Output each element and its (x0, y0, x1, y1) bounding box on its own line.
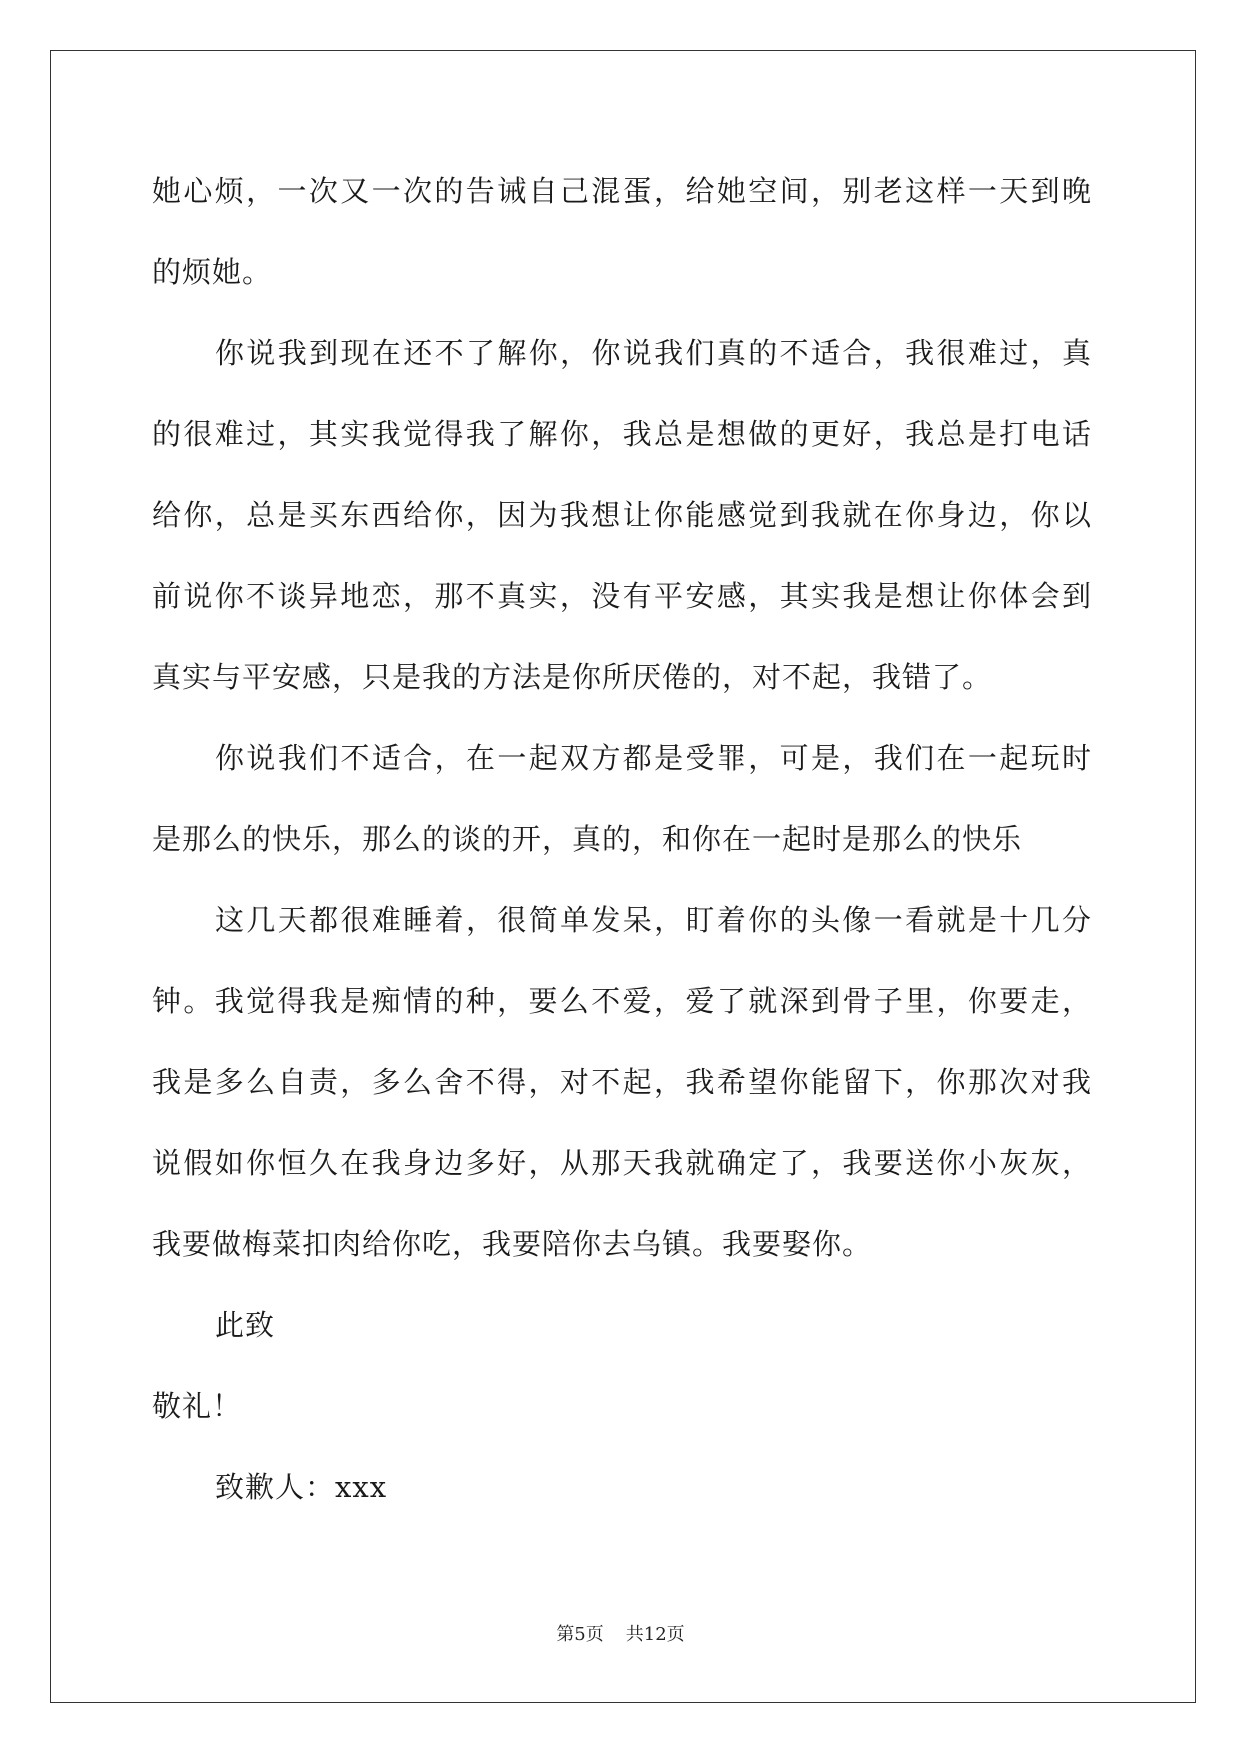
text-line: 我是多么自责，多么舍不得，对不起，我希望你能留下，你那次对我 (152, 1065, 1092, 1099)
paragraph-start-line: 你说我们不适合，在一起双方都是受罪，可是，我们在一起玩时 (215, 741, 1092, 775)
page-footer (0, 1620, 1241, 1646)
page-total: 共12页 (625, 1624, 685, 1645)
text-line: 她心烦，一次又一次的告诫自己混蛋，给她空间，别老这样一天到晚 (152, 174, 1092, 208)
page-number: 第5页 (556, 1624, 604, 1645)
text-line: 我要做梅菜扣肉给你吃，我要陪你去乌镇。我要娶你。 (152, 1227, 873, 1261)
text-line: 是那么的快乐，那么的谈的开，真的，和你在一起时是那么的快乐 (152, 822, 1023, 856)
closing-salutation: 此致 (215, 1308, 276, 1342)
paragraph-start-line: 这几天都很难睡着，很简单发呆，盯着你的头像一看就是十几分 (215, 903, 1092, 937)
letter-body (152, 162, 1092, 1539)
text-line: 的很难过，其实我觉得我了解你，我总是想做的更好，我总是打电话 (152, 417, 1092, 451)
text-line: 给你，总是买东西给你，因为我想让你能感觉到我就在你身边，你以 (152, 498, 1092, 532)
text-line: 钟。我觉得我是痴情的种，要么不爱，爱了就深到骨子里，你要走， (152, 984, 1092, 1018)
text-line: 的烦她。 (152, 255, 273, 289)
closing-regards: 敬礼！ (152, 1389, 243, 1423)
text-line: 前说你不谈异地恋，那不真实，没有平安感，其实我是想让你体会到 (152, 579, 1092, 613)
text-line: 真实与平安感，只是我的方法是你所厌倦的，对不起，我错了。 (152, 660, 993, 694)
signature-line: 致歉人：xxx (215, 1470, 388, 1504)
text-line: 说假如你恒久在我身边多好，从那天我就确定了，我要送你小灰灰， (152, 1146, 1092, 1180)
paragraph-start-line: 你说我到现在还不了解你，你说我们真的不适合，我很难过，真 (215, 336, 1092, 370)
